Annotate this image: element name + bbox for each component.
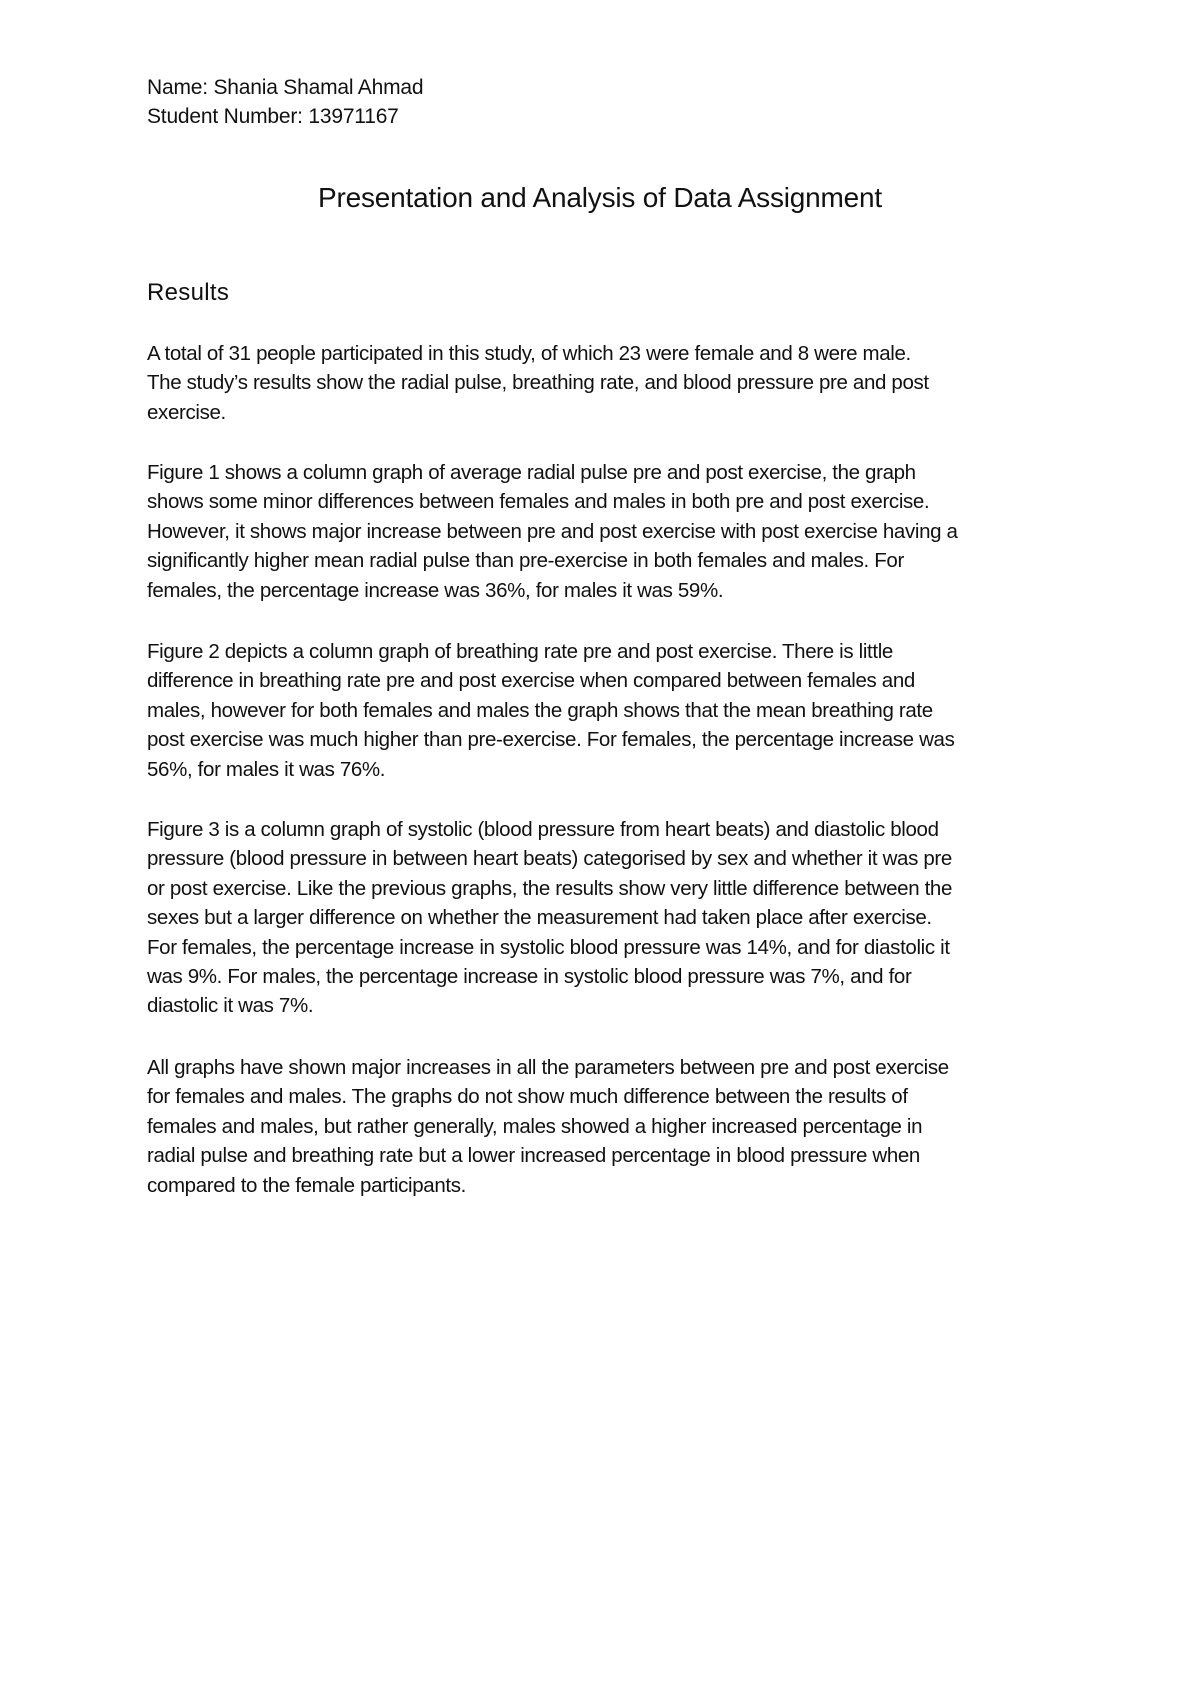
text-line: Figure 2 depicts a column graph of breathing rate pre and post exercise. There is little <box>147 640 893 663</box>
student-number: Student Number: 13971167 <box>147 105 399 128</box>
text-line: pressure (blood pressure in between heart beats) categorised by sex and whether it was pre <box>147 847 952 871</box>
text-line: All graphs have shown major increases in all the parameters between pre and post exercise <box>147 1056 949 1079</box>
text-line: 56%, for males it was 76%. <box>147 757 386 781</box>
text-line: or post exercise. Like the previous graphs, the results show very little difference between the <box>147 876 953 900</box>
text-line: Figure 3 is a column graph of systolic (blood pressure from heart beats) and diastolic blood <box>147 818 939 841</box>
paragraph-figure-1 <box>147 458 1087 605</box>
text-line: radial pulse and breathing rate but a lower increased percentage in blood pressure when <box>147 1144 920 1168</box>
paragraph-figure-2 <box>147 637 1087 784</box>
text-line: exercise. <box>147 400 226 424</box>
student-name: Name: Shania Shamal Ahmad <box>147 76 424 99</box>
text-line: However, it shows major increase between pre and post exercise with post exercise having a <box>147 519 958 543</box>
text-line: diastolic it was 7%. <box>147 994 314 1018</box>
text-line: For females, the percentage increase in systolic blood pressure was 14%, and for diastolic it <box>147 935 950 959</box>
paragraph-participants <box>147 339 1087 427</box>
text-line: compared to the female participants. <box>147 1173 466 1197</box>
text-line: significantly higher mean radial pulse than pre-exercise in both females and males. For <box>147 549 904 573</box>
text-line: females and males, but rather generally, males showed a higher increased percentage in <box>147 1114 923 1138</box>
text-line: post exercise was much higher than pre-exercise. For females, the percentage increase was <box>147 728 955 752</box>
paragraph-figure-3 <box>147 815 1087 1021</box>
text-line: Figure 1 shows a column graph of average radial pulse pre and post exercise, the graph <box>147 461 916 484</box>
text-line: was 9%. For males, the percentage increase in systolic blood pressure was 7%, and for <box>147 965 912 989</box>
text-line: difference in breathing rate pre and post exercise when compared between females and <box>147 669 915 693</box>
text-line: shows some minor differences between females and males in both pre and post exercise. <box>147 490 930 514</box>
text-line: A total of 31 people participated in this study, of which 23 were female and 8 were male. <box>147 342 911 365</box>
text-line: males, however for both females and males the graph shows that the mean breathing rate <box>147 698 933 722</box>
section-heading-results: Results <box>147 279 230 306</box>
text-line: The study’s results show the radial pulse, breathing rate, and blood pressure pre and post <box>147 371 929 395</box>
paragraph-summary <box>147 1053 1087 1200</box>
text-line: females, the percentage increase was 36%, for males it was 59%. <box>147 578 724 602</box>
document-title: Presentation and Analysis of Data Assignment <box>318 182 882 213</box>
text-line: for females and males. The graphs do not show much difference between the results of <box>147 1085 908 1109</box>
text-line: sexes but a larger difference on whether the measurement had taken place after exercise. <box>147 906 932 930</box>
